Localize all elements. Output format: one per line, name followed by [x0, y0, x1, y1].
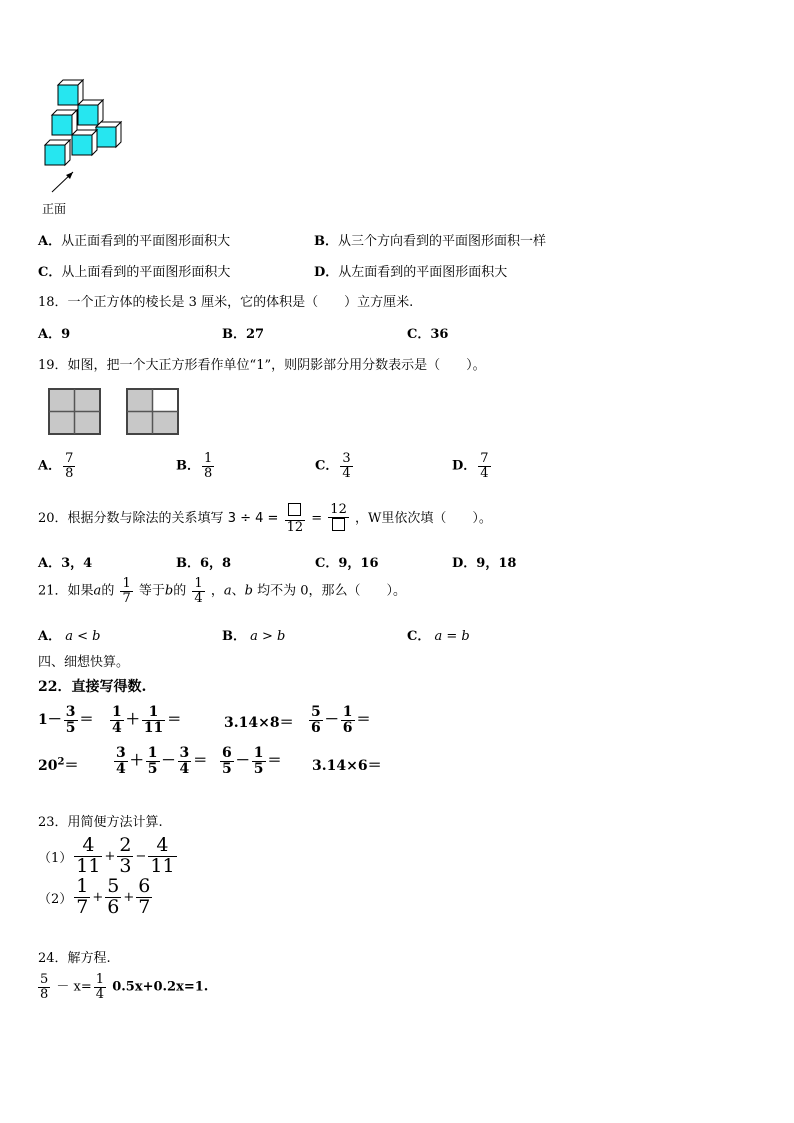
q22-row2-expr4: 3.14×6＝ — [312, 758, 382, 774]
q22-row2-expr1: $20^2=$ — [38, 756, 79, 774]
q19-option-b[interactable]: B． $\frac{1}{8}$ — [176, 451, 213, 481]
q19-option-a[interactable]: A． $\frac{7}{8}$ — [38, 451, 74, 481]
blank-box — [332, 518, 345, 531]
q22-row1-expr3: 3.14×8＝ — [224, 715, 294, 731]
q18-text: 18．一个正方体的棱长是 3 厘米，它的体积是（ ）立方厘米. — [38, 295, 414, 310]
q20-option-a[interactable]: A．3，4 — [38, 556, 93, 571]
q24-equations: $\frac{5}{8}$ － x= $\frac{1}{4}$ 0.5x+0.2x=1. — [40, 972, 209, 1002]
q22-row1-expr1: 1－ $\frac{3}{5}$ ＝ — [38, 704, 94, 736]
q23-line2: （2） $\frac{1}{7}$ + $\frac{5}{6}$ + $\frac{6}{7}$ — [38, 875, 151, 918]
q22-row2-expr2: $\frac{3}{4}$ ＋ $\frac{1}{5}$ － $\frac{3}{4}$ ＝ — [116, 745, 208, 777]
q19-squares-figure — [46, 387, 182, 437]
q19-option-c[interactable]: C． $\frac{3}{4}$ — [315, 451, 351, 481]
q18-option-a[interactable]: A．9 — [38, 327, 71, 342]
q20-option-c[interactable]: C．9，16 — [315, 556, 379, 571]
q20-text: 20．根据分数与除法的关系填写 3 ÷ 4 = 12 = 12 ，W里依次填（ ）。 — [38, 502, 492, 535]
front-label: 正面 — [42, 202, 67, 216]
q17-option-c[interactable]: C．从上面看到的平面图形面积大 — [38, 265, 231, 280]
q22-row1-expr2: $\frac{1}{4}$ ＋ $\frac{1}{11}$ ＝ — [112, 704, 182, 736]
q20-option-b[interactable]: B．6，8 — [176, 556, 232, 571]
q17-option-a[interactable]: A．从正面看到的平面图形面积大 — [38, 234, 231, 249]
q21-option-b[interactable]: B． a > b — [222, 629, 286, 644]
q17-option-b[interactable]: B．从三个方向看到的平面图形面积一样 — [314, 234, 547, 249]
q24-title: 24．解方程. — [38, 951, 111, 966]
q21-text: 21．如果a的 $\frac{1}{7}$ 等于b的 $\frac{1}{4}$ ，a、b 均不为 0，那么（ ）。 — [38, 576, 406, 606]
q22-row2-expr3: $\frac{6}{5}$ － $\frac{1}{5}$ ＝ — [222, 745, 282, 777]
q23-title: 23．用简便方法计算. — [38, 815, 163, 830]
q21-option-c[interactable]: C． a = b — [407, 629, 470, 644]
section-heading: 四、细想快算。 — [38, 655, 130, 670]
q23-line1: （1） $\frac{4}{11}$ + $\frac{2}{3}$ − $\frac{4}{11}$ — [38, 834, 175, 877]
blank-box — [288, 503, 301, 516]
q21-option-a[interactable]: A． a < b — [38, 629, 101, 644]
q22-row1-expr4: $\frac{5}{6}$ － $\frac{1}{6}$ ＝ — [311, 704, 371, 736]
q20-expression: 3 ÷ 4 = — [227, 511, 279, 527]
q17-option-d[interactable]: D．从左面看到的平面图形面积大 — [314, 265, 508, 280]
q18-option-c[interactable]: C．36 — [407, 327, 449, 342]
q22-title: 22．直接写得数. — [38, 679, 147, 695]
q19-option-d[interactable]: D． $\frac{7}{4}$ — [452, 451, 489, 481]
q19-text: 19．如图，把一个大正方形看作单位“1”，则阴影部分用分数表示是（ ）。 — [38, 358, 486, 373]
cube-stack-figure — [40, 78, 130, 196]
q18-option-b[interactable]: B．27 — [222, 327, 265, 342]
q20-option-d[interactable]: D．9，18 — [452, 556, 517, 571]
